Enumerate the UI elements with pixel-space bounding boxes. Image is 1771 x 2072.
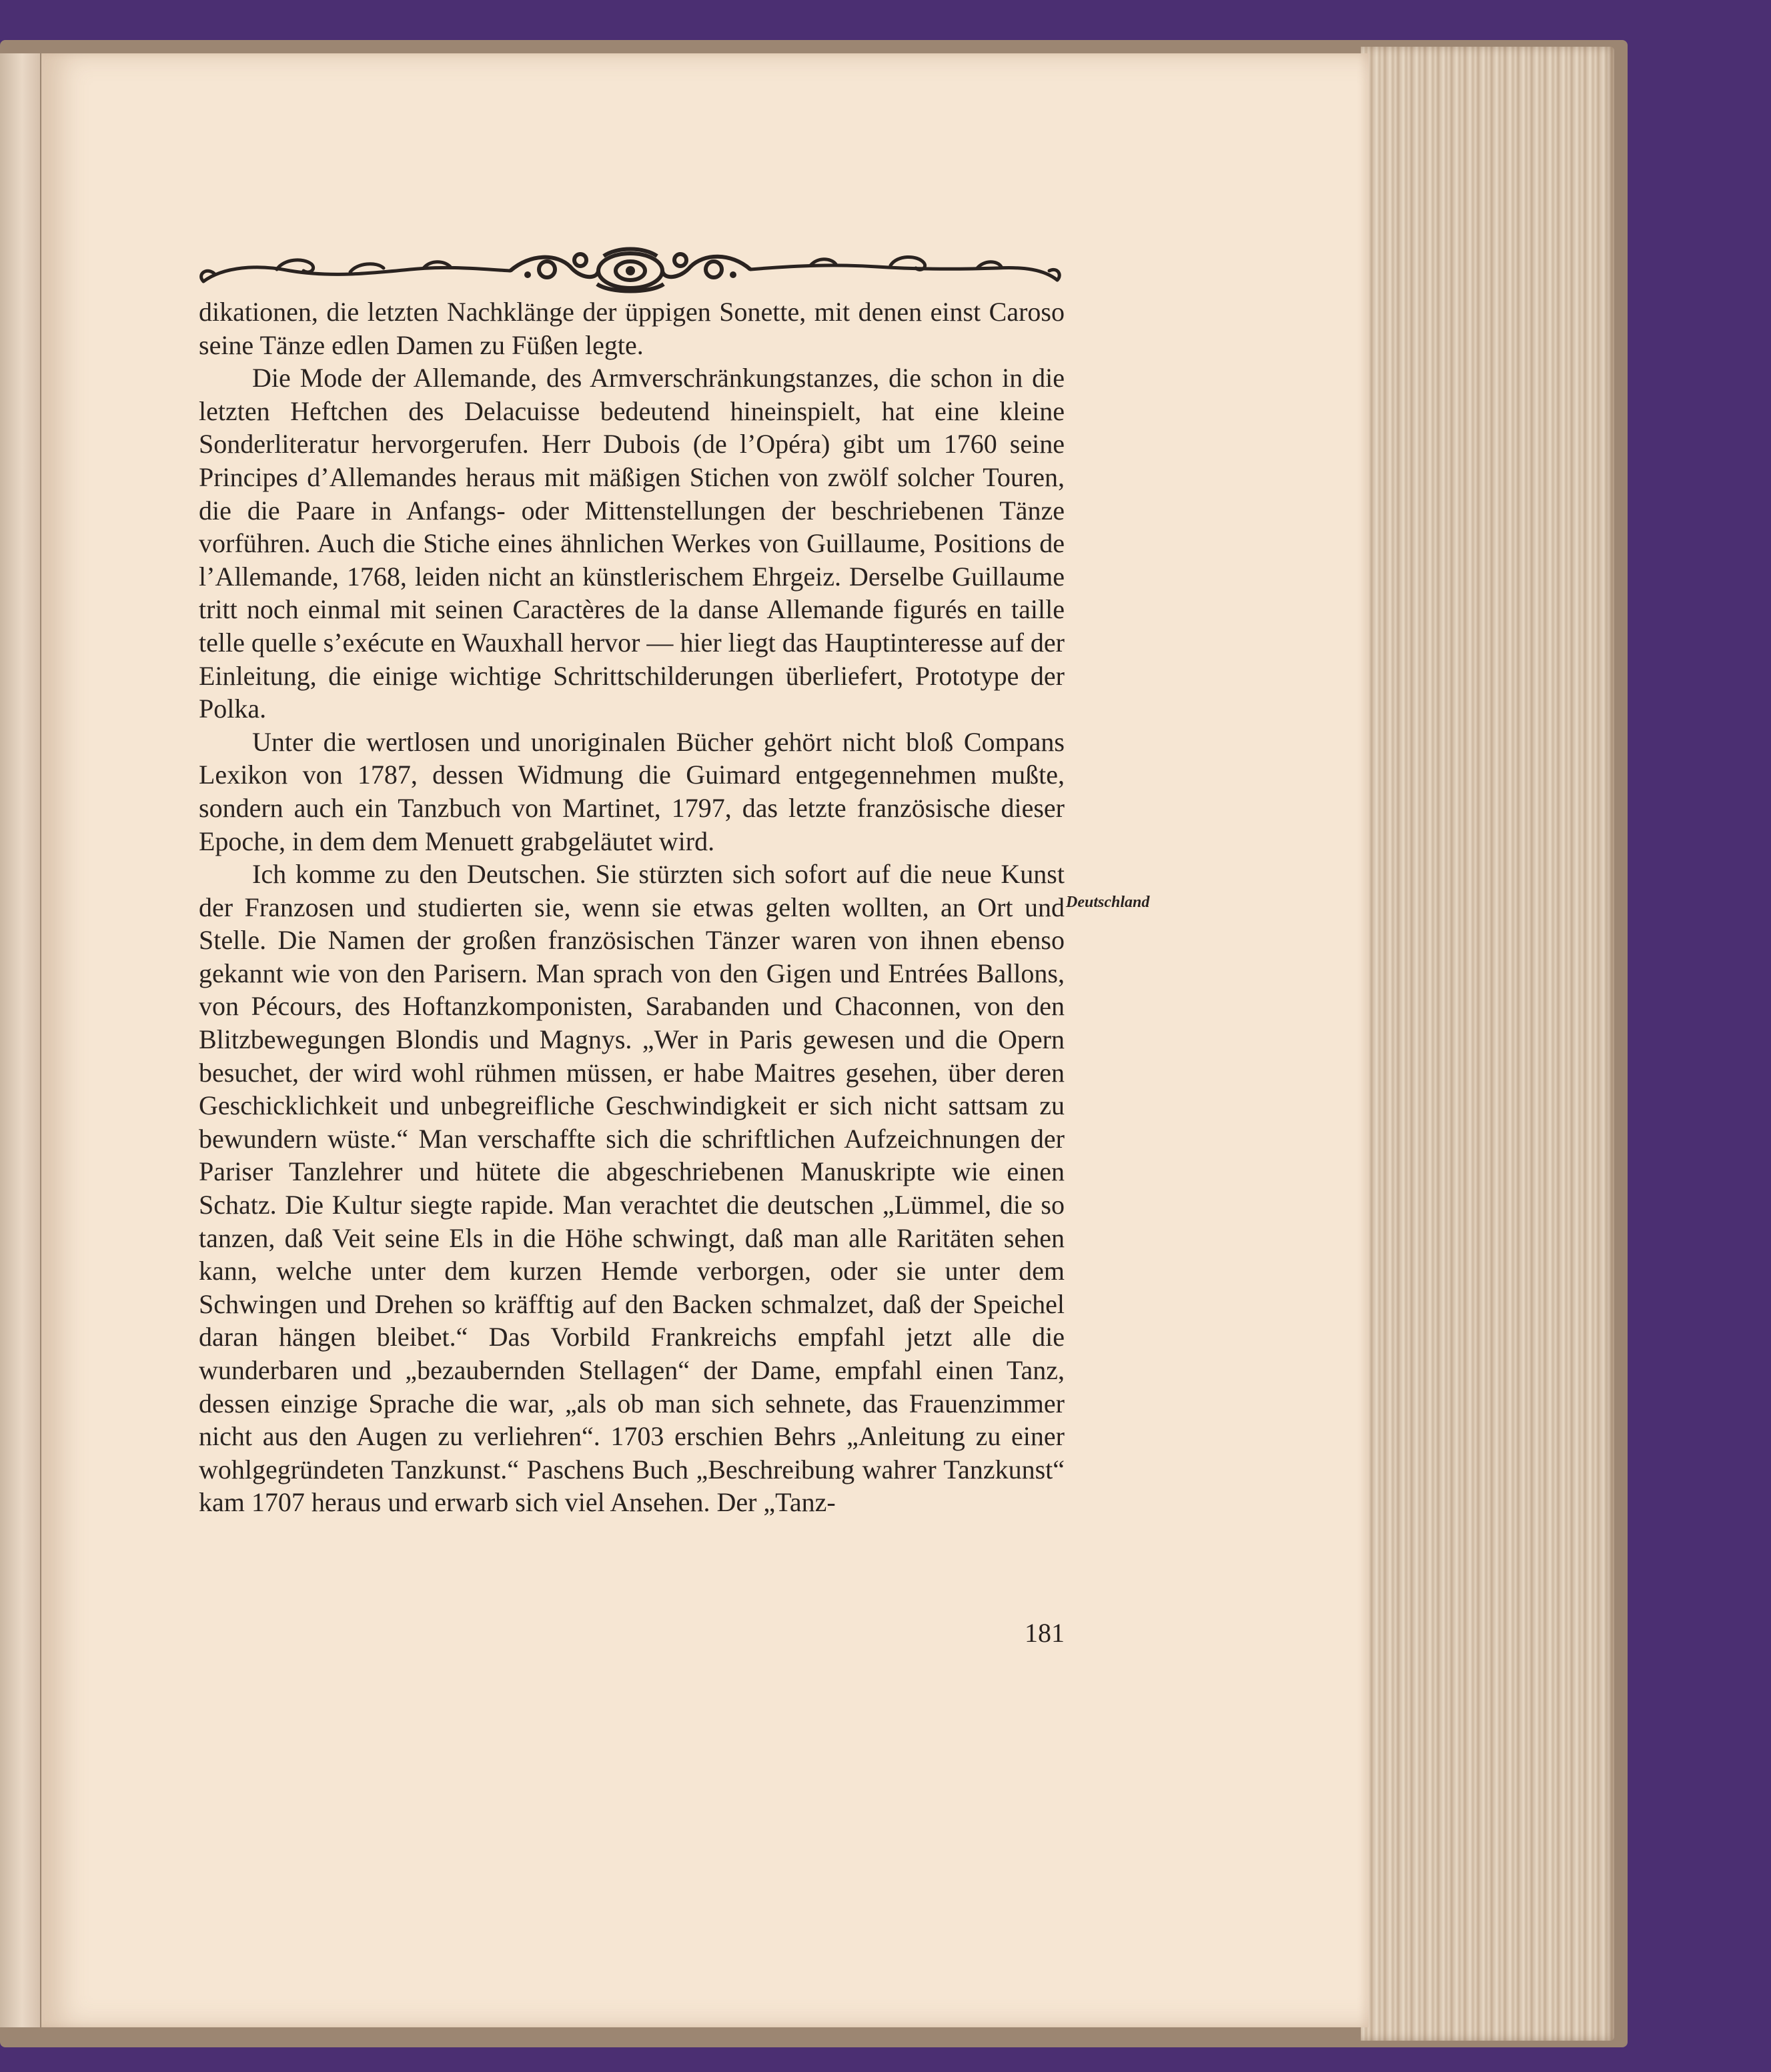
left-page-edge <box>0 53 40 2027</box>
page-number: 181 <box>1025 1618 1065 1648</box>
paragraph-2: Die Mode der Allemande, des Armverschränkungstanzes, die schon in die letzten Heftchen des Delacuisse bedeutend hineinspielt, hat eine kleine Sonderliteratur hervorgerufen. Herr Dubois (de l’Opéra) gibt um 1760 seine Principes d’Allemandes heraus mit mäßigen Stichen von zwölf solcher Touren, die die Paare in Anfangs- oder Mittenstellungen der beschriebenen Tänze vorführen. Auch die Stiche eines ähnlichen Werkes von Guillaume, Positions de l’Allemande, 1768, leiden nicht an künstlerischem Ehrgeiz. Derselbe Guillaume tritt noch einmal mit seinen Caractères de la danse Allemande figurés en taille telle quelle s’exécute en Wauxhall hervor — hier liegt das Hauptinteresse auf der Einleitung, die einige wichtige Schrittschilderungen überliefert, Prototype der Polka. <box>199 363 1065 724</box>
paragraph-1: dikationen, die letzten Nachklänge der üppigen Sonette, mit denen einst Caroso seine Tänze edlen Damen zu Füßen legte. <box>199 297 1065 360</box>
margin-note: Deutschland <box>1066 894 1150 911</box>
main-text-block <box>199 295 1065 1519</box>
page-block-edges <box>1361 47 1614 2041</box>
paragraph-4: Ich komme zu den Deutschen. Sie stürzten sich sofort auf die neue Kunst der Franzosen und studierten sie, wenn sie etwas gelten wollten, an Ort und Stelle. Die Namen der großen französischen Tänzer waren von ihnen ebenso gekannt wie von den Parisern. Man sprach von den Gigen und Entrées Ballons, von Pécours, des Hoftanzkomponisten, Sarabanden und Chaconnen, von den Blitzbewegungen Blondis und Magnys. „Wer in Paris gewesen und die Opern besuchet, der wird wohl rühmen müssen, er habe Maitres gesehen, über deren Geschicklichkeit und unbegreifliche Geschwindigkeit er sich nicht sattsam zu bewundern wüste.“ Man verschaffte sich die schriftlichen Aufzeichnungen der Pariser Tanzlehrer und hütete die abgeschriebenen Manuskripte wie einen Schatz. Die Kultur siegte rapide. Man verachtet die deutschen „Lümmel, die so tanzen, daß Veit seine Els in die Höhe schwingt, daß man alle Raritäten sehen kann, welche unter dem kurzen Hemde verborgen, oder sie unter dem Schwingen und Drehen so kräfftig auf den Backen schmalzet, daß der Speichel daran hängen bleibet.“ Das Vorbild Frankreichs empfahl jetzt alle die wunderbaren und „bezaubernden Stellagen“ der Dame, empfahl einen Tanz, dessen einzige Sprache die war, „als ob man sich sehnete, das Frauenzimmer nicht aus den Augen zu verliehren“. 1703 erschien Behrs „Anleitung zu einer wohlgegründeten Tanzkunst.“ Paschens Buch „Beschreibung wahrer Tanzkunst“ kam 1707 heraus und erwarb sich viel Ansehen. Der „Tanz- <box>199 859 1065 1518</box>
paragraph-3: Unter die wertlosen und unoriginalen Bücher gehört nicht bloß Compans Lexikon von 1787, dessen Widmung die Guimard entgegennehmen mußte, sondern auch ein Tanzbuch von Martinet, 1797, das letzte französische dieser Epoche, in dem dem Menuett grabgeläutet wird. <box>199 726 1065 856</box>
ornamental-scroll-header-icon <box>197 240 1064 300</box>
